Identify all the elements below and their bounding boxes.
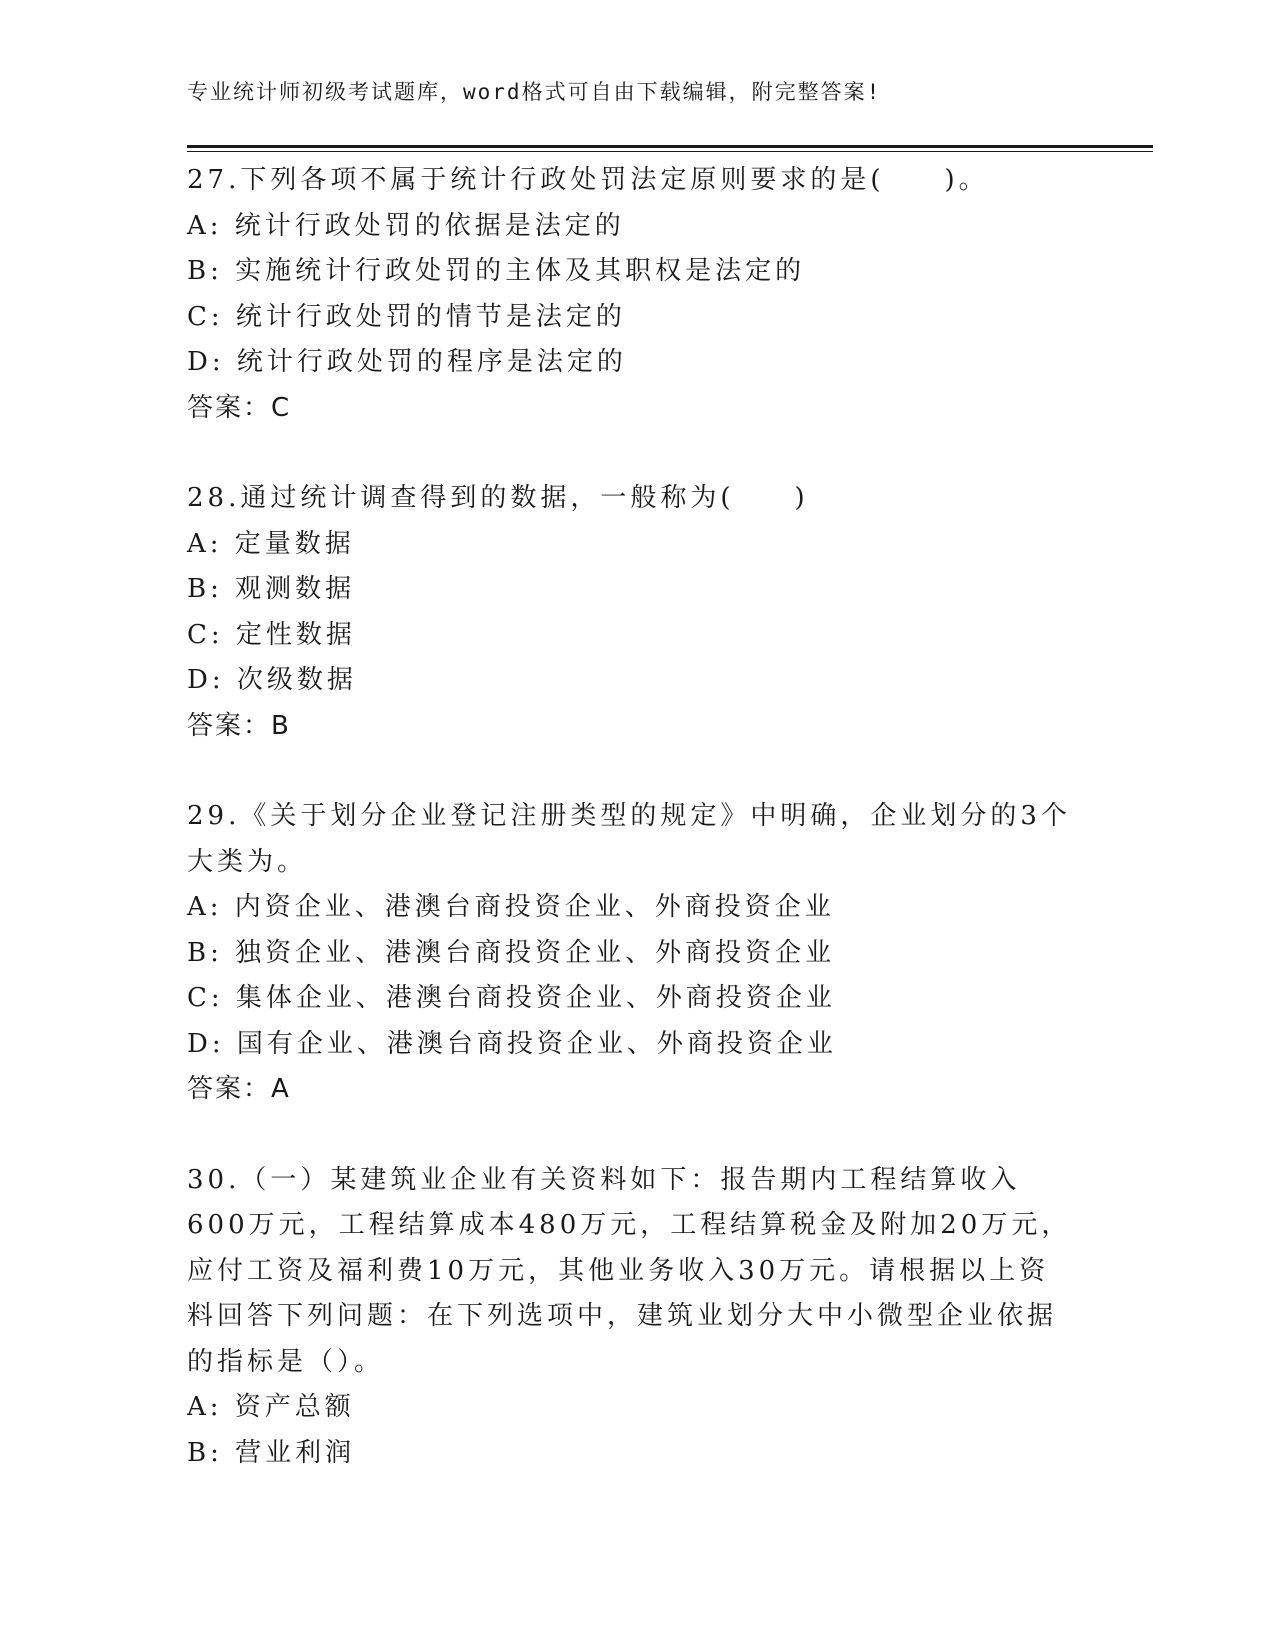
option-d: D: 次级数据 [187,665,357,695]
header-divider-thin [187,151,1153,152]
option-b: B: 营业利润 [187,1437,356,1468]
question-stem: 29.《关于划分企业登记注册类型的规定》中明确，企业划分的3个大类为。 [187,801,1071,877]
option-a: A: 统计行政处罚的依据是法定的 [187,210,625,241]
question-30 [187,1158,1087,1477]
option-a: A: 资产总额 [187,1392,355,1422]
question-27 [187,158,1087,431]
option-a: A: 定量数据 [187,528,355,559]
answer-label: 答案：C [187,392,292,423]
option-b: B: 观测数据 [187,574,356,604]
option-b: B: 实施统计行政处罚的主体及其职权是法定的 [187,256,806,286]
option-d: D: 国有企业、港澳台商投资企业、外商投资企业 [187,1028,837,1059]
question-28 [187,476,1087,749]
question-stem: 28.通过统计调查得到的数据，一般称为( ) [187,483,809,513]
answer-label: 答案：B [187,710,291,741]
answer-label: 答案：A [187,1074,291,1104]
page-header: 专业统计师初级考试题库，word格式可自由下载编辑，附完整答案! [187,80,882,104]
header-divider [187,145,1153,148]
option-c: C: 统计行政处罚的情节是法定的 [187,301,626,332]
option-c: C: 定性数据 [187,619,356,650]
option-a: A: 内资企业、港澳台商投资企业、外商投资企业 [187,892,835,922]
question-29 [187,794,1087,1113]
question-stem: 30.（一）某建筑业企业有关资料如下：报告期内工程结算收入600万元，工程结算成本480万元，工程结算税金及附加20万元，应付工资及福利费10万元，其他业务收入30万元。请根据以上资料回答下列问题：在下列选项中，建筑业划分大中小微型企业依据的指标是（）。 [187,1164,1072,1377]
question-stem: 27.下列各项不属于统计行政处罚法定原则要求的是( )。 [187,165,989,195]
option-b: B: 独资企业、港澳台商投资企业、外商投资企业 [187,937,836,968]
question-list [187,158,1087,1521]
option-c: C: 集体企业、港澳台商投资企业、外商投资企业 [187,983,836,1013]
option-d: D: 统计行政处罚的程序是法定的 [187,347,627,377]
